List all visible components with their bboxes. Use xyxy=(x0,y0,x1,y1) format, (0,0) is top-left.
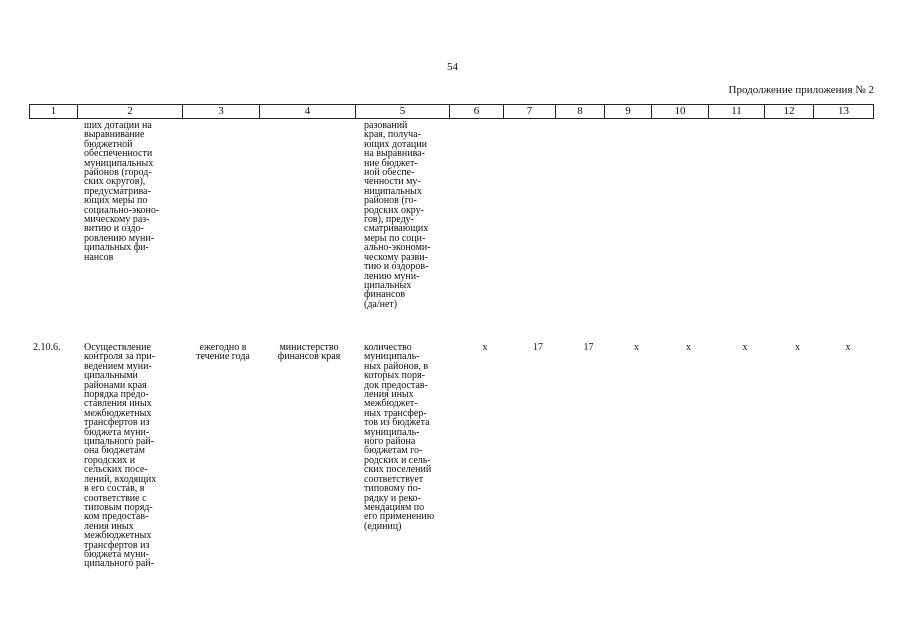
timing: ежегодно в течение года xyxy=(196,342,250,363)
value-col10: х xyxy=(686,342,691,353)
column-header: 7 xyxy=(504,105,556,119)
value-col8: 17 xyxy=(583,342,594,353)
column-header: 11 xyxy=(709,105,765,119)
column-header: 8 xyxy=(556,105,605,119)
header-row xyxy=(30,105,874,119)
column-header: 10 xyxy=(652,105,709,119)
column-header: 9 xyxy=(605,105,652,119)
column-header: 4 xyxy=(260,105,356,119)
column-header: 5 xyxy=(356,105,450,119)
continued-row-indicator-text: разований края, получа- ющих дотации на выравнива- ние бюджет- ной обеспе- ченности му- ниципальных районов (го- родских окру- гов), преду- сматривающих меры по соци- ально-экономи- ческому разви- тию и оздоров- лению муни- ципальных финансов (да/нет) xyxy=(364,120,431,310)
value-col9: х xyxy=(634,342,639,353)
column-number-header xyxy=(29,104,874,119)
row-number: 2.10.6. xyxy=(33,342,61,353)
page-number: 54 xyxy=(447,61,458,73)
value-col7: 17 xyxy=(533,342,543,353)
column-header: 12 xyxy=(765,105,814,119)
continued-row-goal-text: ших дотации на выравнивание бюджетной обеспеченности муниципальных районов (город- ских округов), предусматрива- ющих меры по социально-эконо- мическому раз- витию и оздо- ровлению муни- ципальных фи- нансов xyxy=(84,120,160,263)
indicator-description: количество муниципаль- ных районов, в которых поря- док предостав- ления иных межбюджет- ных трансфер- тов из бюджета муниципаль- ного района бюджетам го- родских и сель- ских поселений соответствует типовому по- рядку и реко- мендациям по его применению (единиц) xyxy=(364,342,435,532)
value-col6: х xyxy=(482,342,488,353)
value-col11: х xyxy=(742,342,748,353)
column-header: 6 xyxy=(450,105,504,119)
column-header: 13 xyxy=(814,105,874,119)
column-header: 1 xyxy=(30,105,78,119)
responsible-body: министерство финансов края xyxy=(277,342,341,363)
column-header: 2 xyxy=(78,105,183,119)
value-col12: х xyxy=(795,342,800,353)
value-col13: х xyxy=(845,342,851,353)
measure-description: Осуществление контроля за при- ведением муни- ципальными районами края порядка предо- ставления иных межбюджетных трансфертов из бюджета муни- ципального рай- она бюджетам городских и сельских посе- лений, входящих в его состав, в соответствие с типовым поряд- ком предостав- ления иных межбюджетных трансфертов из бюджета муни- ципального рай- xyxy=(84,342,157,570)
column-header: 3 xyxy=(183,105,260,119)
continuation-note: Продолжение приложения № 2 xyxy=(728,84,874,96)
